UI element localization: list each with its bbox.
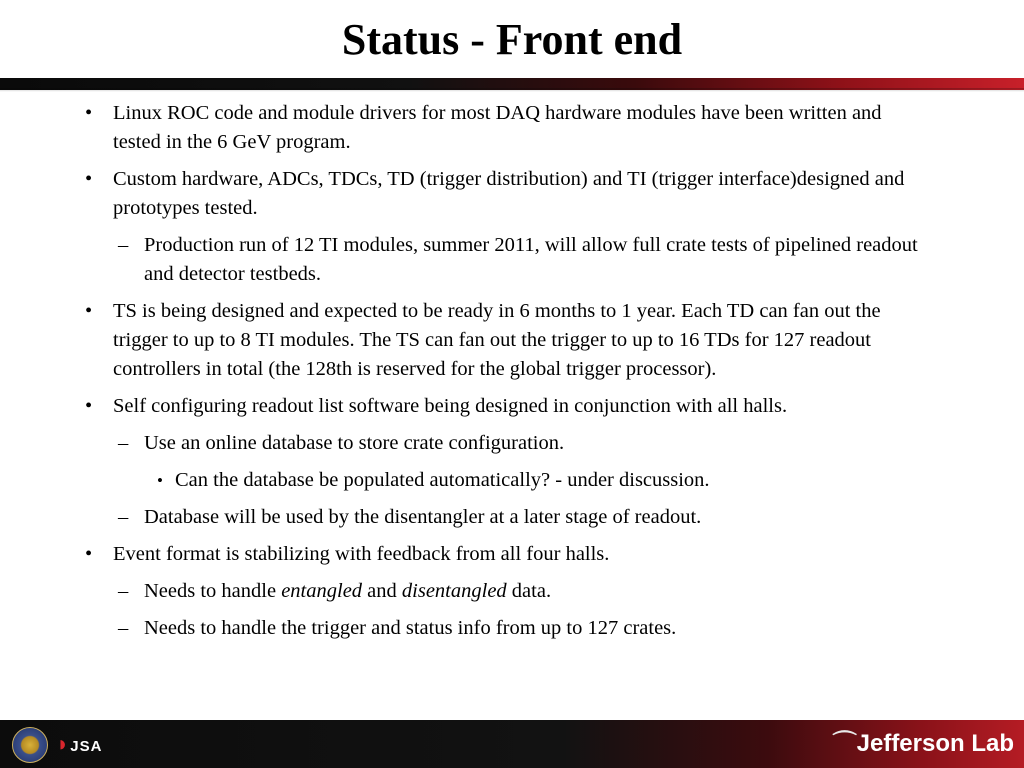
bullet-item <box>80 392 930 421</box>
bullet-item <box>80 297 930 384</box>
sub-bullet-item <box>80 577 930 606</box>
text-run: Needs to handle <box>144 580 282 602</box>
sub-bullet-text: Production run of 12 TI modules, summer 2011, will allow full crate tests of pipelined readout and detector testbeds. <box>144 234 918 285</box>
sub-sub-bullet-text: Can the database be populated automatically? - under discussion. <box>175 469 710 491</box>
bullet-item <box>80 165 930 223</box>
bullet-marker: • <box>85 543 93 565</box>
bullet-text: TS is being designed and expected to be ready in 6 months to 1 year. Each TD can fan out the trigger to up to 8 TI modules. The TS can fan out the trigger to up to 16 TDs for 127 readout controllers in total (the 128th is reserved for the global trigger processor). <box>113 300 881 380</box>
slide-title: Status - Front end <box>341 15 683 64</box>
dash-marker: – <box>118 580 129 602</box>
bullet-text: Linux ROC code and module drivers for most DAQ hardware modules have been written and tested in the 6 GeV program. <box>113 102 882 153</box>
jsa-swoosh-icon: ◗ <box>56 731 71 756</box>
sub-bullet-item <box>80 503 930 532</box>
bullet-text: Self configuring readout list software being designed in conjunction with all halls. <box>113 395 788 417</box>
bullet-item <box>80 99 930 157</box>
bullet-marker: • <box>157 471 163 490</box>
jsa-logo-text: JSA <box>70 738 103 755</box>
doe-seal-icon <box>12 727 48 763</box>
footer-bar <box>0 720 1024 768</box>
bullet-marker: • <box>85 102 93 124</box>
jlab-arc-icon: ⌒ <box>832 730 857 757</box>
title-divider-shadow <box>0 88 1024 92</box>
bullet-marker: • <box>85 300 93 322</box>
sub-bullet-item <box>80 614 930 643</box>
jefferson-lab-logo-text: Jefferson Lab <box>856 730 1014 757</box>
sub-bullet-text: Needs to handle the trigger and status info from up to 127 crates. <box>144 617 677 639</box>
sub-bullet-text: Use an online database to store crate configuration. <box>144 432 565 454</box>
emphasis-disentangled: disentangled <box>401 580 507 602</box>
sub-bullet-item <box>80 429 930 458</box>
dash-marker: – <box>118 234 129 256</box>
bullet-marker: • <box>85 168 93 190</box>
dash-marker: – <box>118 432 129 454</box>
text-run: and <box>362 580 402 602</box>
bullet-item <box>80 540 930 569</box>
sub-bullet-text: Database will be used by the disentangler at a later stage of readout. <box>144 506 702 528</box>
jsa-logo-icon <box>56 729 102 759</box>
dash-marker: – <box>118 617 129 639</box>
text-run: data. <box>506 580 552 602</box>
sub-sub-bullet-item <box>80 466 930 495</box>
sub-bullet-item <box>80 231 930 289</box>
emphasis-entangled: entangled <box>281 580 363 602</box>
jefferson-lab-logo-icon <box>833 726 1014 762</box>
bullet-text: Event format is stabilizing with feedback from all four halls. <box>113 543 610 565</box>
sub-bullet-text <box>144 580 551 602</box>
bullet-text: Custom hardware, ADCs, TDCs, TD (trigger distribution) and TI (trigger interface)designed and prototypes tested. <box>113 168 905 219</box>
bullet-marker: • <box>85 395 93 417</box>
dash-marker: – <box>118 506 129 528</box>
slide-body <box>80 99 930 651</box>
